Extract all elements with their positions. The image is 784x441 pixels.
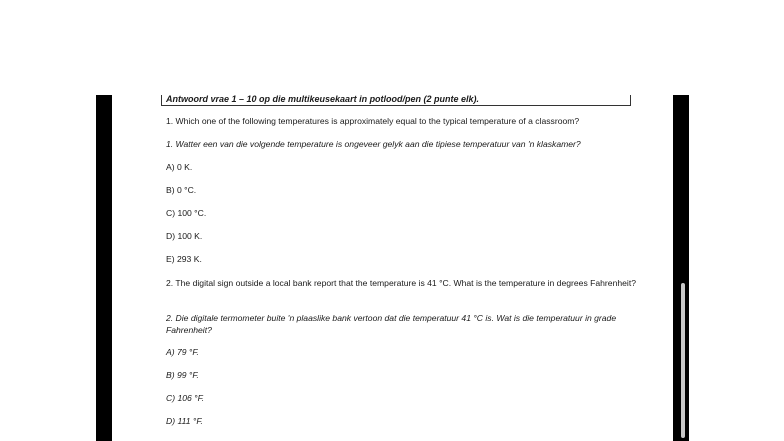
q2-english: 2. The digital sign outside a local bank report that the temperature is 41 °C. What is the temperature in degrees Fahrenheit?: [166, 278, 636, 288]
document-page: [112, 95, 673, 441]
q1-option-a: A) 0 K.: [166, 162, 193, 172]
q2-option-d: D) 111 °F.: [166, 416, 203, 426]
q2-option-c: C) 106 °F.: [166, 393, 205, 403]
q2-option-a: A) 79 °F.: [166, 347, 199, 357]
scrollbar-thumb[interactable]: [681, 283, 685, 438]
left-dark-border: [96, 95, 112, 441]
q2-afrikaans: 2. Die digitale termometer buite 'n plaaslike bank vertoon dat die temperatuur 41 °C is. Wat is die temperatuur in grade Fahrenheit?: [166, 313, 617, 335]
q1-english: 1. Which one of the following temperatures is approximately equal to the typical temperature of a classroom?: [166, 116, 580, 126]
q2-option-b: B) 99 °F.: [166, 370, 199, 380]
q1-option-c: C) 100 °C.: [166, 208, 207, 218]
instruction-header: Antwoord vrae 1 – 10 op die multikeusekaart in potlood/pen (2 punte elk).: [161, 95, 631, 106]
q1-option-b: B) 0 °C.: [166, 185, 197, 195]
q1-afrikaans: 1. Watter een van die volgende temperature is ongeveer gelyk aan die tipiese temperatuur van 'n klaskamer?: [166, 139, 581, 149]
q1-option-d: D) 100 K.: [166, 231, 203, 241]
q1-option-e: E) 293 K.: [166, 254, 202, 264]
